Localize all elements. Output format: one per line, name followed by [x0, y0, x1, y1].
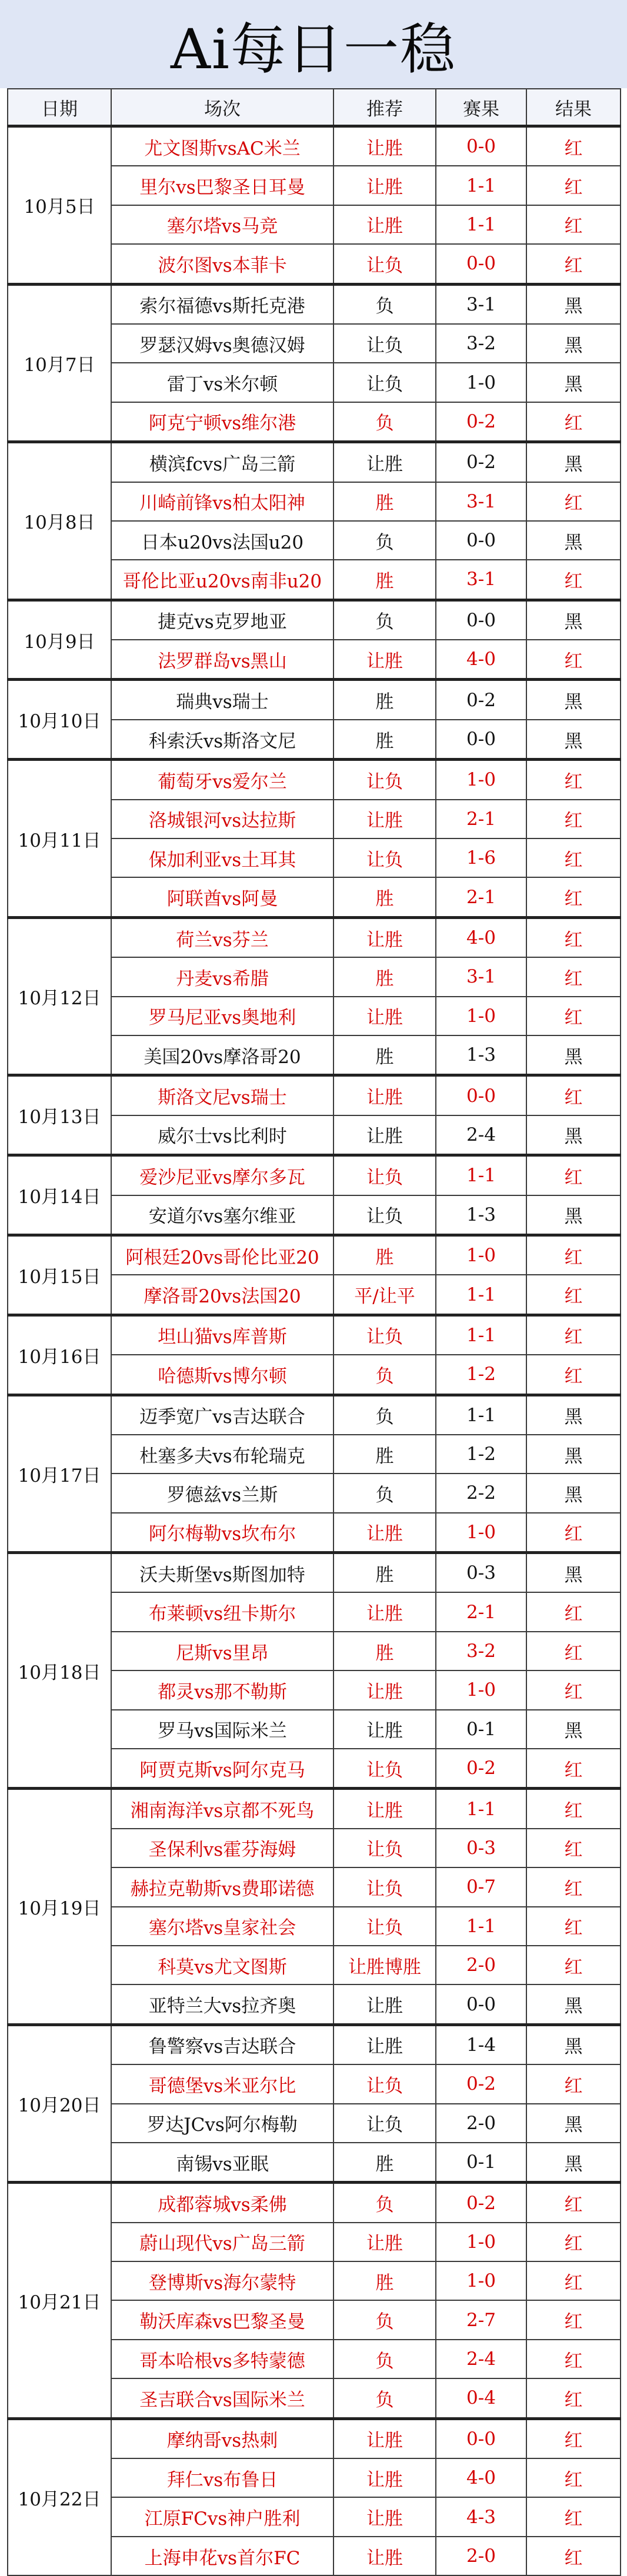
score-cell: 4-3	[436, 2497, 526, 2536]
match-cell: 赫拉克勒斯vs费耶诺德	[111, 1867, 333, 1906]
result-cell: 红	[526, 1592, 621, 1631]
score-cell: 0-0	[436, 126, 526, 166]
score-cell: 3-1	[436, 284, 526, 324]
match-cell: 保加利亚vs土耳其	[111, 838, 333, 877]
pick-cell: 让胜	[333, 1710, 436, 1749]
score-cell: 0-2	[436, 442, 526, 482]
result-cell: 红	[526, 1946, 621, 1984]
match-cell: 法罗群岛vs黑山	[111, 640, 333, 680]
result-cell: 红	[526, 917, 621, 957]
score-cell: 1-0	[436, 1670, 526, 1709]
pick-cell: 让胜	[333, 1075, 436, 1115]
result-cell: 红	[526, 2378, 621, 2418]
result-cell: 红	[526, 560, 621, 600]
result-cell: 红	[526, 1315, 621, 1355]
result-cell: 红	[526, 1907, 621, 1946]
date-cell: 10月20日	[8, 2024, 111, 2183]
match-cell: 都灵vs那不勒斯	[111, 1670, 333, 1709]
result-cell: 黑	[526, 1710, 621, 1749]
date-cell: 10月7日	[8, 284, 111, 442]
score-cell: 0-2	[436, 402, 526, 442]
match-cell: 阿贾克斯vs阿尔克马	[111, 1749, 333, 1789]
result-cell: 红	[526, 877, 621, 917]
pick-cell: 胜	[333, 680, 436, 720]
score-cell: 3-1	[436, 482, 526, 521]
pick-cell: 平/让平	[333, 1275, 436, 1315]
result-cell: 红	[526, 2223, 621, 2261]
match-cell: 哈德斯vs博尔顿	[111, 1355, 333, 1395]
table-row	[8, 1075, 621, 1115]
score-cell: 1-1	[436, 1395, 526, 1435]
match-cell: 湘南海洋vs京都不死鸟	[111, 1789, 333, 1829]
match-cell: 迈季宽广vs吉达联合	[111, 1395, 333, 1435]
pick-cell: 让负	[333, 1749, 436, 1789]
table-row	[8, 2183, 621, 2223]
pick-cell: 让胜	[333, 2497, 436, 2536]
score-cell: 1-0	[436, 1513, 526, 1553]
score-cell: 4-0	[436, 640, 526, 680]
match-cell: 安道尔vs塞尔维亚	[111, 1195, 333, 1235]
result-cell: 红	[526, 1670, 621, 1709]
result-cell: 红	[526, 1632, 621, 1670]
match-cell: 罗瑟汉姆vs奥德汉姆	[111, 324, 333, 363]
result-cell: 红	[526, 1867, 621, 1906]
pick-cell: 负	[333, 1395, 436, 1435]
match-cell: 罗达JCvs阿尔梅勒	[111, 2104, 333, 2143]
result-cell: 红	[526, 166, 621, 205]
match-cell: 爱沙尼亚vs摩尔多瓦	[111, 1155, 333, 1195]
score-cell: 2-0	[436, 2104, 526, 2143]
pick-cell: 让负	[333, 1315, 436, 1355]
table-row	[8, 1553, 621, 1593]
result-cell: 黑	[526, 680, 621, 720]
match-cell: 南锡vs亚眠	[111, 2143, 333, 2183]
match-cell: 波尔图vs本菲卡	[111, 244, 333, 284]
score-cell: 2-0	[436, 2537, 526, 2575]
score-cell: 2-1	[436, 800, 526, 838]
table-row	[8, 1789, 621, 1829]
match-cell: 瑞典vs瑞士	[111, 680, 333, 720]
match-cell: 葡萄牙vs爱尔兰	[111, 760, 333, 800]
match-cell: 江原FCvs神户胜利	[111, 2497, 333, 2536]
result-cell: 黑	[526, 521, 621, 560]
score-cell: 1-2	[436, 1435, 526, 1474]
pick-cell: 让胜	[333, 126, 436, 166]
table-row	[8, 2024, 621, 2064]
match-cell: 科索沃vs斯洛文尼	[111, 720, 333, 760]
score-cell: 0-1	[436, 2143, 526, 2183]
date-cell: 10月16日	[8, 1315, 111, 1395]
result-cell: 黑	[526, 1395, 621, 1435]
pick-cell: 让胜	[333, 2537, 436, 2575]
date-cell: 10月11日	[8, 760, 111, 918]
result-cell: 红	[526, 1513, 621, 1553]
score-cell: 1-1	[436, 1275, 526, 1315]
pick-cell: 让负	[333, 1829, 436, 1867]
result-cell: 黑	[526, 1474, 621, 1512]
result-cell: 黑	[526, 284, 621, 324]
result-cell: 黑	[526, 442, 621, 482]
header-match: 场次	[111, 89, 333, 126]
match-cell: 罗马vs国际米兰	[111, 1710, 333, 1749]
pick-cell: 负	[333, 2340, 436, 2378]
result-cell: 红	[526, 1749, 621, 1789]
date-cell: 10月17日	[8, 1395, 111, 1553]
pick-cell: 让负	[333, 838, 436, 877]
score-cell: 4-0	[436, 917, 526, 957]
date-cell: 10月10日	[8, 680, 111, 760]
match-cell: 罗马尼亚vs奥地利	[111, 997, 333, 1035]
score-cell: 1-3	[436, 1195, 526, 1235]
match-cell: 科莫vs尤文图斯	[111, 1946, 333, 1984]
match-cell: 川崎前锋vs柏太阳神	[111, 482, 333, 521]
pick-cell: 让胜	[333, 1670, 436, 1709]
pick-cell: 让胜	[333, 997, 436, 1035]
date-cell: 10月5日	[8, 126, 111, 285]
table-row	[8, 126, 621, 166]
score-cell: 0-0	[436, 244, 526, 284]
pick-cell: 让胜	[333, 2024, 436, 2064]
date-cell: 10月21日	[8, 2183, 111, 2418]
pick-cell: 让负	[333, 2104, 436, 2143]
match-cell: 布莱顿vs纽卡斯尔	[111, 1592, 333, 1631]
match-cell: 丹麦vs希腊	[111, 957, 333, 996]
result-cell: 红	[526, 1789, 621, 1829]
result-cell: 红	[526, 1829, 621, 1867]
score-cell: 1-1	[436, 1789, 526, 1829]
pick-cell: 让负	[333, 363, 436, 402]
match-cell: 美国20vs摩洛哥20	[111, 1035, 333, 1075]
pick-cell: 让负	[333, 2064, 436, 2103]
date-cell: 10月19日	[8, 1789, 111, 2024]
results-body	[8, 126, 621, 2576]
date-cell: 10月9日	[8, 600, 111, 680]
pick-cell: 让负	[333, 1155, 436, 1195]
score-cell: 1-0	[436, 1235, 526, 1275]
result-cell: 红	[526, 2300, 621, 2339]
header-row	[8, 89, 621, 126]
date-cell: 10月14日	[8, 1155, 111, 1235]
pick-cell: 让胜	[333, 2418, 436, 2458]
result-cell: 红	[526, 2340, 621, 2378]
score-cell: 2-4	[436, 1115, 526, 1155]
result-cell: 红	[526, 205, 621, 244]
pick-cell: 让胜	[333, 166, 436, 205]
score-cell: 2-7	[436, 2300, 526, 2339]
pick-cell: 胜	[333, 1435, 436, 1474]
date-cell: 10月15日	[8, 1235, 111, 1315]
pick-cell: 胜	[333, 957, 436, 996]
result-cell: 红	[526, 1155, 621, 1195]
pick-cell: 负	[333, 2183, 436, 2223]
result-cell: 红	[526, 244, 621, 284]
match-cell: 鲁警察vs吉达联合	[111, 2024, 333, 2064]
result-cell: 黑	[526, 2104, 621, 2143]
result-cell: 红	[526, 2537, 621, 2575]
match-cell: 摩纳哥vs热刺	[111, 2418, 333, 2458]
date-cell: 10月8日	[8, 442, 111, 600]
score-cell: 2-0	[436, 1946, 526, 1984]
match-cell: 亚特兰大vs拉齐奥	[111, 1984, 333, 2024]
match-cell: 塞尔塔vs马竞	[111, 205, 333, 244]
match-cell: 塞尔塔vs皇家社会	[111, 1907, 333, 1946]
score-cell: 0-0	[436, 2418, 526, 2458]
table-row	[8, 917, 621, 957]
match-cell: 蔚山现代vs广岛三箭	[111, 2223, 333, 2261]
result-cell: 红	[526, 482, 621, 521]
match-cell: 罗德兹vs兰斯	[111, 1474, 333, 1512]
pick-cell: 胜	[333, 720, 436, 760]
result-cell: 红	[526, 402, 621, 442]
match-cell: 哥伦比亚u20vs南非u20	[111, 560, 333, 600]
page-title: Ai每日一稳	[171, 17, 456, 82]
table-row	[8, 442, 621, 482]
header-score: 赛果	[436, 89, 526, 126]
pick-cell: 让负	[333, 760, 436, 800]
result-cell: 黑	[526, 2143, 621, 2183]
score-cell: 0-3	[436, 1829, 526, 1867]
score-cell: 2-1	[436, 877, 526, 917]
result-cell: 红	[526, 2497, 621, 2536]
table-row	[8, 1235, 621, 1275]
match-cell: 哥德堡vs米亚尔比	[111, 2064, 333, 2103]
pick-cell: 让胜	[333, 800, 436, 838]
pick-cell: 负	[333, 600, 436, 640]
result-cell: 黑	[526, 1435, 621, 1474]
match-cell: 勒沃库森vs巴黎圣曼	[111, 2300, 333, 2339]
match-cell: 阿联酋vs阿曼	[111, 877, 333, 917]
match-cell: 阿根廷20vs哥伦比亚20	[111, 1235, 333, 1275]
score-cell: 2-2	[436, 1474, 526, 1512]
score-cell: 1-1	[436, 1907, 526, 1946]
pick-cell: 让胜	[333, 917, 436, 957]
score-cell: 0-7	[436, 1867, 526, 1906]
pick-cell: 负	[333, 1474, 436, 1512]
score-cell: 1-0	[436, 997, 526, 1035]
match-cell: 洛城银河vs达拉斯	[111, 800, 333, 838]
match-cell: 杜塞多夫vs布轮瑞克	[111, 1435, 333, 1474]
score-cell: 2-4	[436, 2340, 526, 2378]
pick-cell: 负	[333, 402, 436, 442]
pick-cell: 让负	[333, 1195, 436, 1235]
pick-cell: 让胜	[333, 1984, 436, 2024]
result-cell: 红	[526, 838, 621, 877]
match-cell: 阿克宁顿vs维尔港	[111, 402, 333, 442]
match-cell: 斯洛文尼vs瑞士	[111, 1075, 333, 1115]
table-row	[8, 1395, 621, 1435]
score-cell: 1-0	[436, 2261, 526, 2300]
match-cell: 索尔福德vs斯托克港	[111, 284, 333, 324]
score-cell: 1-1	[436, 1155, 526, 1195]
table-row	[8, 680, 621, 720]
score-cell: 1-2	[436, 1355, 526, 1395]
score-cell: 1-4	[436, 2024, 526, 2064]
pick-cell: 让胜	[333, 1592, 436, 1631]
score-cell: 3-2	[436, 1632, 526, 1670]
match-cell: 日本u20vs法国u20	[111, 521, 333, 560]
score-cell: 1-3	[436, 1035, 526, 1075]
match-cell: 荷兰vs芬兰	[111, 917, 333, 957]
match-cell: 拜仁vs布鲁日	[111, 2458, 333, 2497]
score-cell: 1-0	[436, 363, 526, 402]
results-table	[7, 88, 621, 2576]
pick-cell: 胜	[333, 877, 436, 917]
match-cell: 成都蓉城vs柔佛	[111, 2183, 333, 2223]
result-cell: 黑	[526, 1984, 621, 2024]
result-cell: 黑	[526, 1553, 621, 1593]
match-cell: 圣保利vs霍芬海姆	[111, 1829, 333, 1867]
pick-cell: 让负	[333, 244, 436, 284]
pick-cell: 胜	[333, 2261, 436, 2300]
result-cell: 红	[526, 2261, 621, 2300]
match-cell: 尼斯vs里昂	[111, 1632, 333, 1670]
score-cell: 1-0	[436, 2223, 526, 2261]
match-cell: 阿尔梅勒vs坎布尔	[111, 1513, 333, 1553]
pick-cell: 让胜	[333, 205, 436, 244]
result-cell: 黑	[526, 600, 621, 640]
score-cell: 1-1	[436, 205, 526, 244]
pick-cell: 让负	[333, 1907, 436, 1946]
header-result: 结果	[526, 89, 621, 126]
match-cell: 摩洛哥20vs法国20	[111, 1275, 333, 1315]
match-cell: 上海申花vs首尔FC	[111, 2537, 333, 2575]
pick-cell: 胜	[333, 482, 436, 521]
pick-cell: 让胜	[333, 442, 436, 482]
header-pick: 推荐	[333, 89, 436, 126]
result-cell: 红	[526, 2183, 621, 2223]
match-cell: 尤文图斯vsAC米兰	[111, 126, 333, 166]
table-row	[8, 284, 621, 324]
result-cell: 红	[526, 1075, 621, 1115]
result-cell: 红	[526, 760, 621, 800]
result-cell: 红	[526, 640, 621, 680]
table-row	[8, 1315, 621, 1355]
result-cell: 红	[526, 2418, 621, 2458]
date-cell: 10月18日	[8, 1553, 111, 1789]
match-cell: 捷克vs克罗地亚	[111, 600, 333, 640]
score-cell: 3-2	[436, 324, 526, 363]
pick-cell: 胜	[333, 1553, 436, 1593]
table-row	[8, 2418, 621, 2458]
pick-cell: 让胜	[333, 1789, 436, 1829]
score-cell: 1-1	[436, 1315, 526, 1355]
score-cell: 2-1	[436, 1592, 526, 1631]
date-cell: 10月12日	[8, 917, 111, 1075]
result-cell: 红	[526, 997, 621, 1035]
score-cell: 0-0	[436, 1984, 526, 2024]
pick-cell: 让胜	[333, 2223, 436, 2261]
result-cell: 黑	[526, 720, 621, 760]
score-cell: 3-1	[436, 560, 526, 600]
date-cell: 10月22日	[8, 2418, 111, 2575]
result-cell: 红	[526, 126, 621, 166]
pick-cell: 负	[333, 1355, 436, 1395]
score-cell: 0-2	[436, 2064, 526, 2103]
pick-cell: 让胜	[333, 640, 436, 680]
result-cell: 黑	[526, 2024, 621, 2064]
score-cell: 3-1	[436, 957, 526, 996]
pick-cell: 让胜博胜	[333, 1946, 436, 1984]
date-cell: 10月13日	[8, 1075, 111, 1155]
score-cell: 1-0	[436, 760, 526, 800]
score-cell: 0-1	[436, 1710, 526, 1749]
score-cell: 0-2	[436, 1749, 526, 1789]
result-cell: 红	[526, 800, 621, 838]
pick-cell: 负	[333, 2378, 436, 2418]
match-cell: 横滨fcvs广岛三箭	[111, 442, 333, 482]
result-cell: 黑	[526, 1195, 621, 1235]
match-cell: 雷丁vs米尔顿	[111, 363, 333, 402]
score-cell: 1-6	[436, 838, 526, 877]
match-cell: 里尔vs巴黎圣日耳曼	[111, 166, 333, 205]
table-row	[8, 1155, 621, 1195]
match-cell: 威尔士vs比利时	[111, 1115, 333, 1155]
score-cell: 4-0	[436, 2458, 526, 2497]
match-cell: 沃夫斯堡vs斯图加特	[111, 1553, 333, 1593]
match-cell: 登博斯vs海尔蒙特	[111, 2261, 333, 2300]
result-cell: 红	[526, 957, 621, 996]
pick-cell: 胜	[333, 560, 436, 600]
score-cell: 0-0	[436, 720, 526, 760]
score-cell: 0-3	[436, 1553, 526, 1593]
table-row	[8, 760, 621, 800]
pick-cell: 胜	[333, 1235, 436, 1275]
pick-cell: 让胜	[333, 1513, 436, 1553]
result-cell: 红	[526, 2064, 621, 2103]
pick-cell: 负	[333, 521, 436, 560]
result-cell: 红	[526, 1355, 621, 1395]
score-cell: 0-0	[436, 1075, 526, 1115]
match-cell: 坦山猫vs库普斯	[111, 1315, 333, 1355]
pick-cell: 负	[333, 284, 436, 324]
score-cell: 0-4	[436, 2378, 526, 2418]
result-cell: 红	[526, 2458, 621, 2497]
score-cell: 0-0	[436, 600, 526, 640]
score-cell: 0-2	[436, 2183, 526, 2223]
pick-cell: 胜	[333, 1632, 436, 1670]
result-cell: 红	[526, 1235, 621, 1275]
match-cell: 哥本哈根vs多特蒙德	[111, 2340, 333, 2378]
score-cell: 1-1	[436, 166, 526, 205]
pick-cell: 让负	[333, 324, 436, 363]
result-cell: 红	[526, 1275, 621, 1315]
pick-cell: 负	[333, 2300, 436, 2339]
pick-cell: 让胜	[333, 1115, 436, 1155]
result-cell: 黑	[526, 324, 621, 363]
pick-cell: 让胜	[333, 2458, 436, 2497]
pick-cell: 胜	[333, 2143, 436, 2183]
table-row	[8, 600, 621, 640]
score-cell: 0-0	[436, 521, 526, 560]
pick-cell: 胜	[333, 1035, 436, 1075]
header-date: 日期	[8, 89, 111, 126]
match-cell: 圣吉联合vs国际米兰	[111, 2378, 333, 2418]
score-cell: 0-2	[436, 680, 526, 720]
result-cell: 黑	[526, 363, 621, 402]
pick-cell: 让负	[333, 1867, 436, 1906]
result-cell: 黑	[526, 1115, 621, 1155]
result-cell: 黑	[526, 1035, 621, 1075]
